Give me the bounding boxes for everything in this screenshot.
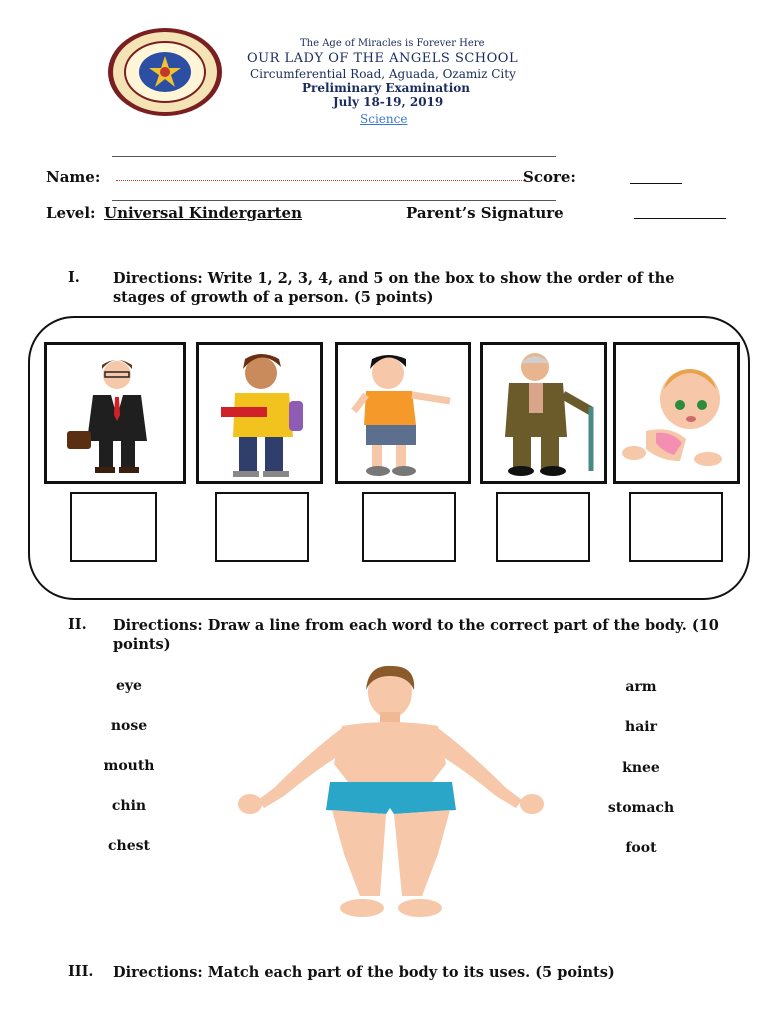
school-tagline: The Age of Miracles is Forever Here [300, 38, 485, 49]
school-name: OUR LADY OF THE ANGELS SCHOOL [247, 51, 519, 66]
name-label: Name: [46, 168, 101, 186]
answer-box-1[interactable] [70, 492, 157, 562]
section2-directions: Directions: Draw a line from each word to the correct part of the body. (10 points) [113, 617, 719, 653]
left-word-nose: nose [110, 718, 148, 734]
left-word-chest: chest [108, 838, 150, 854]
picture-teenage-boy [196, 342, 323, 484]
section1-numeral: I. [68, 269, 80, 286]
picture-businessman [44, 342, 186, 484]
section3-numeral: III. [68, 963, 94, 980]
school-address: Circumferential Road, Aguada, Ozamiz City [250, 67, 516, 81]
right-word-arm: arm [625, 679, 657, 695]
name-bottom-rule [112, 200, 556, 201]
left-word-chin: chin [111, 798, 147, 814]
answer-box-5[interactable] [629, 492, 723, 562]
name-field[interactable] [116, 180, 526, 181]
picture-young-boy [335, 342, 471, 484]
exam-date: July 18-19, 2019 [333, 95, 444, 109]
section2-numeral: II. [68, 616, 87, 633]
level-label: Level: [46, 204, 96, 222]
right-word-foot: foot [625, 840, 657, 856]
signature-field[interactable] [634, 218, 726, 219]
right-word-stomach: stomach [607, 800, 675, 816]
left-word-mouth: mouth [103, 758, 155, 774]
human-body-figure [232, 664, 552, 926]
answer-box-4[interactable] [496, 492, 590, 562]
parent-signature-label: Parent’s Signature [406, 204, 564, 222]
answer-box-3[interactable] [362, 492, 456, 562]
right-word-hair: hair [625, 719, 657, 735]
score-field[interactable] [630, 183, 682, 184]
picture-old-man [480, 342, 607, 484]
section1-directions: Directions: Write 1, 2, 3, 4, and 5 on the box to show the order of the stages of growth of a person. (5 points) [113, 270, 675, 306]
school-seal [106, 26, 224, 118]
picture-baby [613, 342, 740, 484]
score-label: Score: [523, 168, 576, 186]
right-word-knee: knee [622, 760, 660, 776]
answer-box-2[interactable] [215, 492, 309, 562]
exam-title: Preliminary Examination [302, 81, 470, 95]
level-value: Universal Kindergarten [104, 204, 302, 222]
exam-subject[interactable]: Science [360, 112, 408, 126]
section3-directions: Directions: Match each part of the body to its uses. (5 points) [113, 964, 615, 981]
left-word-eye: eye [116, 678, 142, 694]
name-top-rule [112, 156, 556, 157]
